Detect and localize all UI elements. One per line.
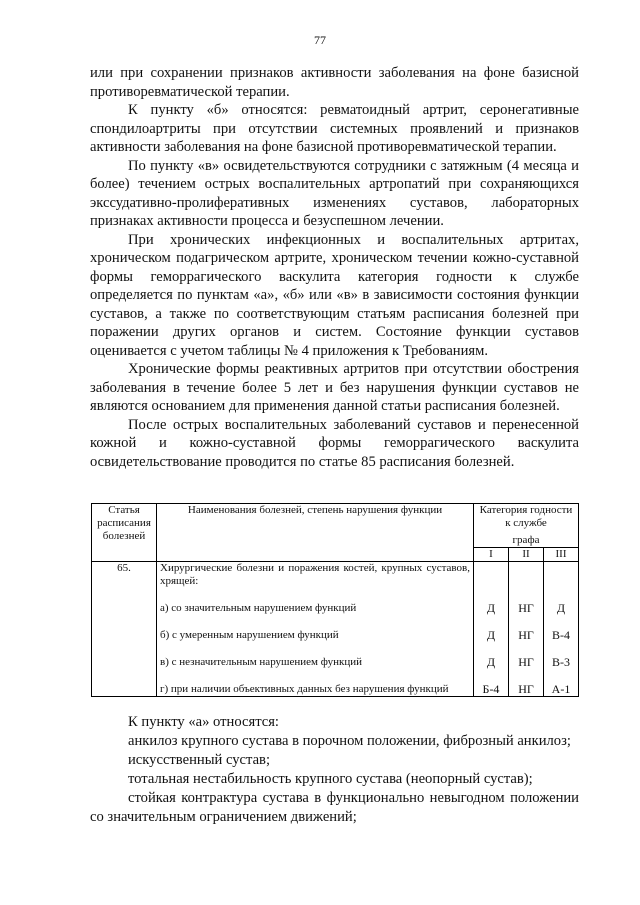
header-column-label: графа	[474, 534, 579, 548]
row-v-col3: В-3	[552, 654, 570, 669]
category-column-1	[474, 561, 509, 696]
paragraph: или при сохранении признаков активности заболевания на фоне базисной противоревматической терапии.	[90, 65, 579, 100]
row-g-col3: А-1	[551, 681, 571, 696]
row-v-col2: НГ	[518, 654, 534, 669]
paragraph: Хронические формы реактивных артритов при отсутствии обострения заболевания в течение более 5 лет и без нарушения функции суставов не являются основанием для применения данной статьи расписания болезней.	[90, 361, 579, 414]
paragraph: стойкая контрактура сустава в функционально невыгодном положении со значительным ограничением движений;	[90, 790, 579, 825]
row-g-col2: НГ	[518, 681, 534, 696]
row-v-text: в) с незначительным нарушением функций	[160, 655, 363, 668]
row-b-text: б) с умеренным нарушением функций	[160, 628, 339, 641]
row-g-text: г) при наличии объективных данных без нарушения функций	[160, 682, 449, 695]
after-table-text	[90, 713, 579, 827]
row-g-col1: Б-4	[482, 681, 500, 696]
table-row	[92, 561, 579, 696]
paragraph: По пункту «в» освидетельствуются сотрудники с затяжным (4 месяца и более) течением острых воспалительных артропатий при сохраняющихся экссудативно-пролиферативных изменениях суставов, лабораторных признаках активности процесса и безуспешном лечении.	[90, 157, 579, 229]
paragraph: К пункту «б» относятся: ревматоидный артрит, серонегативные спондилоартриты при отсутствии системных проявлений и признаков активности заболевания на фоне базисной противоревматической терапии.	[90, 102, 579, 155]
paragraph: анкилоз крупного сустава в порочном положении, фиброзный анкилоз;	[128, 733, 571, 749]
paragraph: тотальная нестабильность крупного сустава (неопорный сустав);	[128, 771, 533, 787]
row-a-col2: НГ	[518, 600, 534, 615]
row-b-col2: НГ	[518, 627, 534, 642]
row-a-col1: Д	[486, 600, 496, 615]
disease-title: Хирургические болезни и поражения костей, крупных суставов, хрящей:	[160, 561, 470, 587]
category-column-3	[544, 561, 579, 696]
header-disease-name: Наименования болезней, степень нарушения функции	[157, 504, 474, 562]
paragraph: К пункту «а» относятся:	[128, 714, 279, 730]
table-header-row	[92, 504, 579, 534]
row-a-col3: Д	[556, 600, 566, 615]
row-a-text: а) со значительным нарушением функций	[160, 601, 357, 614]
category-column-2	[509, 561, 544, 696]
page-number: 77	[314, 33, 326, 47]
header-column-2: II	[509, 547, 544, 561]
row-v-col1: Д	[486, 654, 496, 669]
paragraph: искусственный сустав;	[128, 752, 271, 768]
disease-description	[157, 561, 474, 696]
row-b-col3: В-4	[552, 627, 570, 642]
header-article: Статья расписания болезней	[92, 504, 157, 562]
disease-schedule-table	[91, 503, 579, 697]
paragraph: При хронических инфекционных и воспалительных артритах, хроническом подагрическом артрите, хроническом течении кожно-суставной формы геморрагического васкулита категория годности к службе определяется по пунктам «а», «б» или «в» в зависимости состояния функции суставов, а также по соответствующим статьям расписания болезней при поражении других органов и систем. Состояние функции суставов оценивается с учетом таблицы № 4 приложения к Требованиям.	[90, 231, 579, 359]
header-category: Категория годности к службе	[474, 504, 579, 534]
body-text	[90, 64, 579, 471]
paragraph: После острых воспалительных заболеваний суставов и перенесенной кожной и кожно-суставной формы геморрагического васкулита освидетельствование проводится по статье 85 расписания болезней.	[90, 416, 579, 470]
article-number: 65.	[92, 561, 157, 696]
header-column-1: I	[474, 547, 509, 561]
row-b-col1: Д	[486, 627, 496, 642]
header-column-3: III	[544, 547, 579, 561]
